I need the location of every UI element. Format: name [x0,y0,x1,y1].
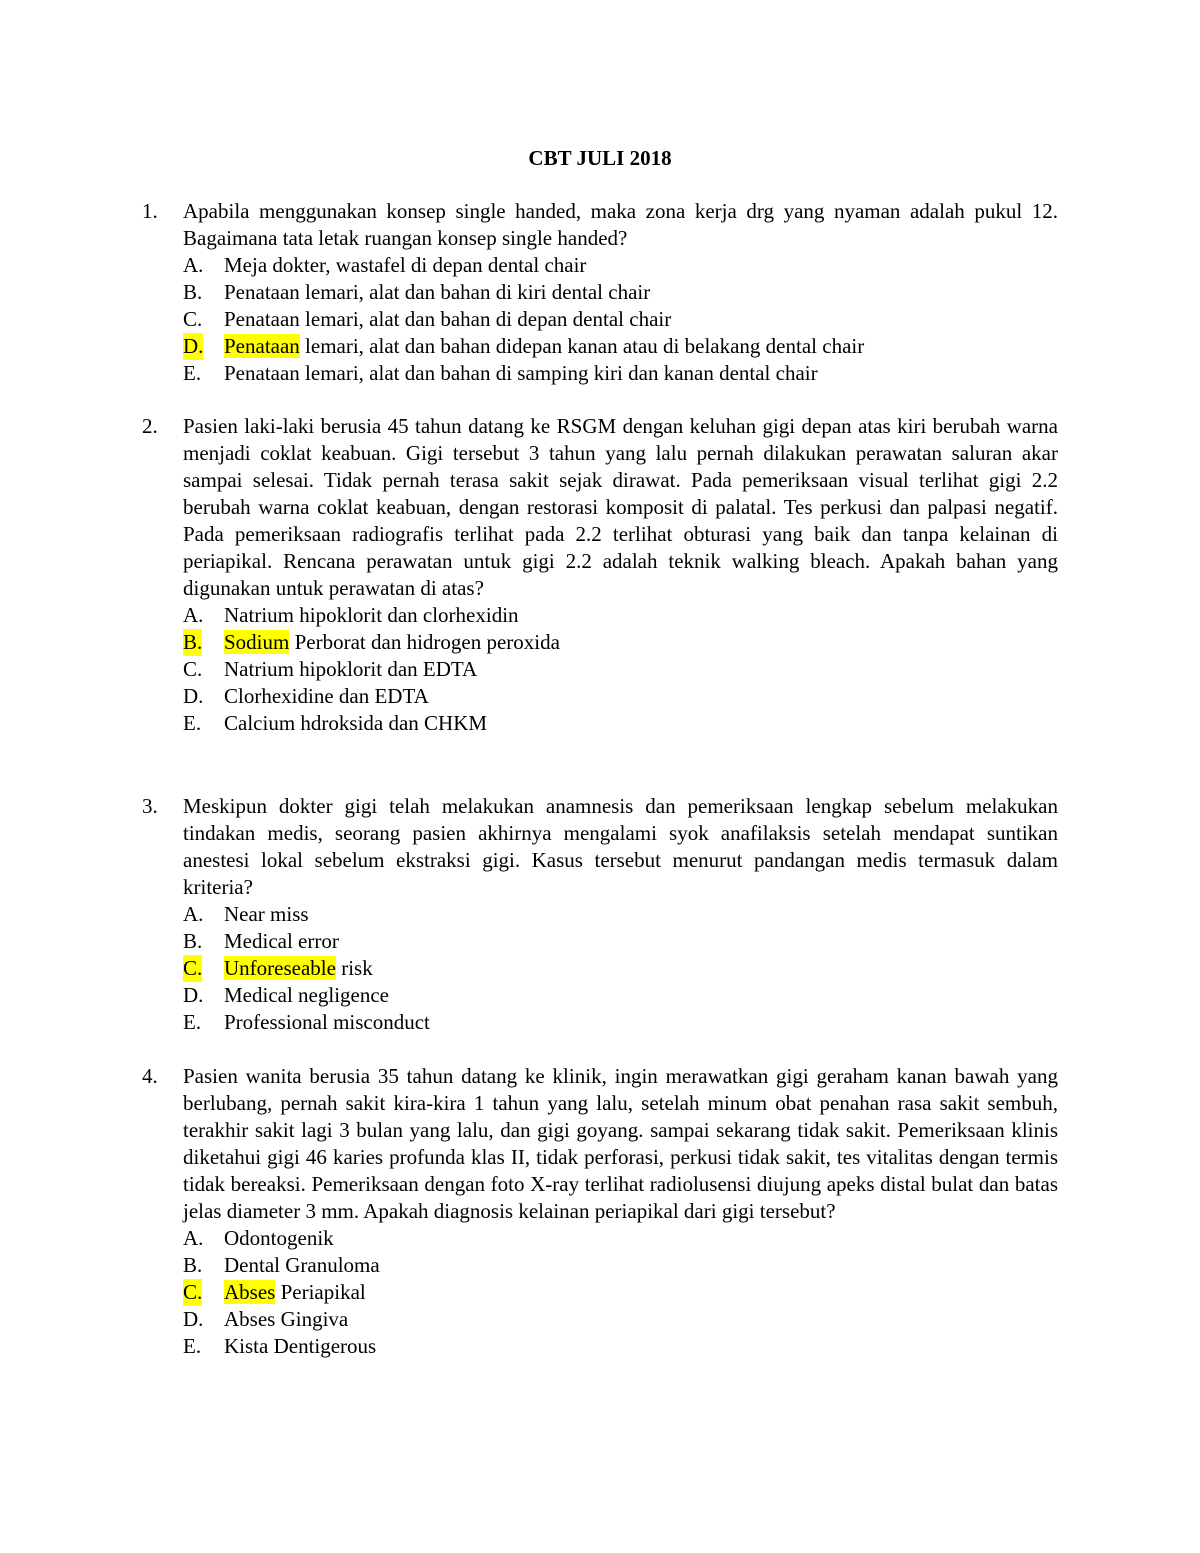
answer-word-highlight: Unforeseable [224,956,336,980]
question-text: Meskipun dokter gigi telah melakukan anamnesis dan pemeriksaan lengkap sebelum melakukan tindakan medis, seorang pasien akhirnya mengalami syok anafilaksis setelah mendapat suntikan anestesi lokal sebelum ekstraksi gigi. Kasus tersebut menurut pandangan medis termasuk dalam kriteria? [183,794,1058,899]
option-a [183,1225,1058,1252]
option-text: lemari, alat dan bahan didepan kanan atau di belakang dental chair [299,334,865,358]
question-number: 3. [142,794,158,818]
option-a [183,901,1058,928]
answer-letter-highlight: D. [183,334,204,358]
option-text: Penataan lemari, alat dan bahan di kiri dental chair [224,280,651,304]
option-d [183,982,1058,1009]
question-number: 2. [142,414,158,438]
option-d [183,683,1058,710]
option-text: Natrium hipoklorit dan EDTA [224,657,478,681]
option-a [183,252,1058,279]
option-b [183,1252,1058,1279]
answer-letter-highlight: C. [183,1280,203,1304]
option-letter: E. [183,1334,202,1358]
question-text: Pasien laki-laki berusia 45 tahun datang ke RSGM dengan keluhan gigi depan atas kiri berubah warna menjadi coklat keabuan. Gigi tersebut 3 tahun yang lalu pernah dilakukan perawatan saluran akar sampai selesai. Tidak pernah terasa sakit sejak dirawat. Pada pemeriksaan visual terlihat gigi 2.2 berubah warna coklat keabuan, dengan restorasi komposit di palatal. Tes perkusi dan palpasi negatif. Pada pemeriksaan radiografis terlihat pada 2.2 terlihat obturasi yang baik dan tanpa kelainan di periapikal. Rencana perawatan untuk gigi 2.2 adalah teknik walking bleach. Apakah bahan yang digunakan untuk perawatan di atas? [183,414,1058,600]
option-letter: B. [183,1253,203,1277]
option-letter: E. [183,711,202,735]
option-letter: A. [183,902,204,926]
option-text: Penataan lemari, alat dan bahan di samping kiri dan kanan dental chair [224,361,818,385]
question-stem [142,198,1058,252]
option-text: Clorhexidine dan EDTA [224,684,429,708]
option-c-answer [183,955,1058,982]
answer-word-highlight: Penataan [224,334,300,358]
option-letter: E. [183,361,202,385]
question-stem [142,793,1058,901]
option-text: Kista Dentigerous [224,1334,377,1358]
question-number: 4. [142,1064,158,1088]
question-text: Pasien wanita berusia 35 tahun datang ke klinik, ingin merawatkan gigi geraham kanan bawah yang berlubang, pernah sakit kira-kira 1 tahun yang lalu, setelah minum obat penahan rasa sakit sembuh, terakhir sakit lagi 3 bulan yang lalu, dan gigi goyang. sampai sekarang tidak sakit. Pemeriksaan klinis diketahui gigi 46 karies profunda klas II, tidak perforasi, perkusi tidak sakit, tes vitalitas dengan termis tidak bereaksi. Pemeriksaan dengan foto X-ray terlihat radiolusensi diujung apeks distal bulat dan batas jelas diameter 3 mm. Apakah diagnosis kelainan periapikal dari gigi tersebut? [183,1064,1058,1223]
option-text: Medical negligence [224,983,390,1007]
option-letter: C. [183,657,203,681]
question-stem [142,413,1058,602]
option-e [183,1333,1058,1360]
option-text: Penataan lemari, alat dan bahan di depan dental chair [224,307,672,331]
answer-word-highlight: Abses [224,1280,276,1304]
question-2 [142,413,1058,737]
answer-letter-highlight: C. [183,956,203,980]
option-letter: A. [183,253,204,277]
option-letter: B. [183,280,203,304]
option-e [183,710,1058,737]
question-text: Apabila menggunakan konsep single handed, maka zona kerja drg yang nyaman adalah pukul 12. Bagaimana tata letak ruangan konsep single handed? [183,199,1058,250]
option-text: Medical error [224,929,339,953]
option-letter: C. [183,307,203,331]
option-text: Dental Granuloma [224,1253,380,1277]
option-letter: E. [183,1010,202,1034]
question-4 [142,1063,1058,1360]
option-text: Perborat dan hidrogen peroxida [289,630,560,654]
option-b [183,279,1058,306]
option-c [183,656,1058,683]
answer-word-highlight: Sodium [224,630,290,654]
option-c [183,306,1058,333]
option-text: Meja dokter, wastafel di depan dental chair [224,253,587,277]
document-title: CBT JULI 2018 [528,146,672,170]
option-e [183,1009,1058,1036]
option-a [183,602,1058,629]
option-text: Near miss [224,902,309,926]
option-letter: A. [183,1226,204,1250]
option-text: Periapikal [275,1280,366,1304]
option-letter: B. [183,929,203,953]
option-b-answer [183,629,1058,656]
option-text: Abses Gingiva [224,1307,349,1331]
option-text: risk [335,956,373,980]
question-stem [142,1063,1058,1225]
option-d-answer [183,333,1058,360]
option-c-answer [183,1279,1058,1306]
answer-letter-highlight: B. [183,630,203,654]
option-text: Natrium hipoklorit dan clorhexidin [224,603,519,627]
question-number: 1. [142,199,158,223]
question-3 [142,793,1058,1036]
question-1 [142,198,1058,387]
option-letter: D. [183,684,204,708]
option-text: Odontogenik [224,1226,334,1250]
option-letter: A. [183,603,204,627]
option-e [183,360,1058,387]
option-text: Calcium hdroksida dan CHKM [224,711,488,735]
option-d [183,1306,1058,1333]
option-b [183,928,1058,955]
option-text: Professional misconduct [224,1010,430,1034]
option-letter: D. [183,1307,204,1331]
option-letter: D. [183,983,204,1007]
